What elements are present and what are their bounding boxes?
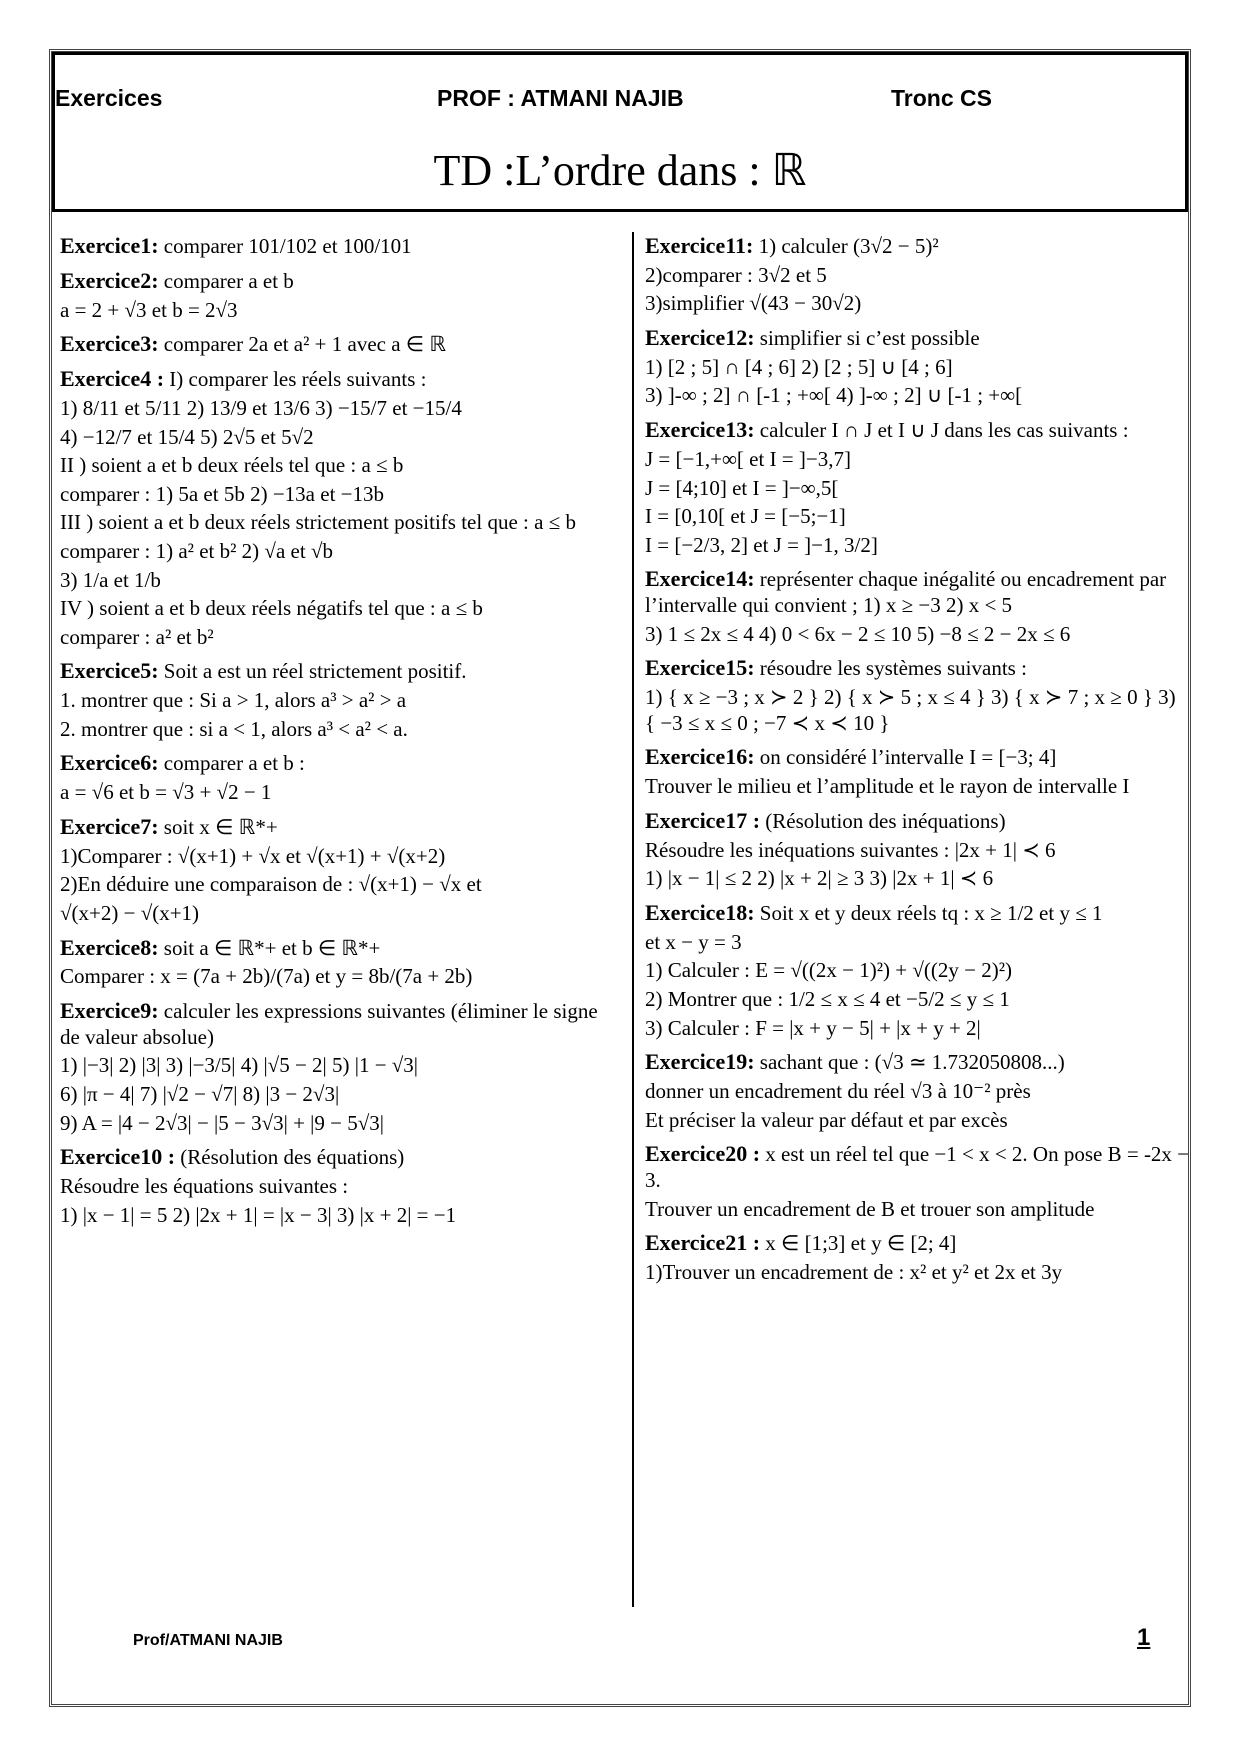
exercise-line: Résoudre les inéquations suivantes : |2x + 1| ≺ 6	[645, 837, 1056, 862]
exercise-line: Comparer : x = (7a + 2b)/(7a) et y = 8b/(7a + 2b)	[60, 964, 473, 989]
exercise-line: 3) 1 ≤ 2x ≤ 4 4) 0 < 6x − 2 ≤ 10 5) −8 ≤ 2 − 2x ≤ 6	[645, 621, 1071, 646]
exercise-block	[645, 744, 1190, 799]
exercise-title: Exercice8:	[60, 934, 159, 960]
footer-author: Prof/ATMANI NAJIB	[133, 1632, 283, 1649]
exercise-line: sachant que : (√3 ≃ 1.732050808...)	[759, 1050, 1065, 1075]
exercise-line: Soit x et y deux réels tq : x ≥ 1/2 et y ≤ 1	[759, 900, 1103, 925]
exercise-line: (Résolution des inéquations)	[765, 808, 1006, 833]
exercise-line: comparer a et b	[163, 268, 294, 293]
exercise-title: Exercice7:	[60, 813, 159, 839]
exercise-title: Exercice13:	[645, 417, 755, 443]
right-column	[645, 230, 1190, 1294]
exercise-line: 1) |−3| 2) |3| 3) |−3/5| 4) |√5 − 2| 5) |1 − √3|	[60, 1053, 419, 1078]
exercise-line: J = [−1,+∞[ et I = ]−3,7]	[645, 446, 851, 471]
exercise-block	[645, 566, 1190, 647]
exercise-title: Exercice15:	[645, 655, 755, 681]
exercise-line: 1) { x ≥ −3 ; x ≻ 2 } 2) { x ≻ 5 ; x ≤ 4 } 3) { x ≻ 7 ; x ≥ 0 } 3) { −3 ≤ x ≤ 0 ; −7 ≺ x ≺ 10 }	[645, 685, 1176, 735]
exercise-line: comparer : a² et b²	[60, 624, 214, 649]
exercise-title: Exercice16:	[645, 744, 755, 770]
exercise-block	[645, 655, 1190, 736]
exercise-line: I) comparer les réels suivants :	[169, 367, 427, 392]
exercise-title: Exercice4 :	[60, 366, 165, 392]
exercise-line: √(x+2) − √(x+1)	[60, 900, 200, 925]
exercise-title: Exercice21 :	[645, 1230, 761, 1256]
exercise-block	[645, 325, 1190, 409]
exercise-line: 1) [2 ; 5] ∩ [4 ; 6] 2) [2 ; 5] ∪ [4 ; 6]	[645, 354, 953, 379]
exercise-line: 3)simplifier √(43 − 30√2)	[645, 291, 862, 316]
exercise-title: Exercice20 :	[645, 1141, 761, 1167]
exercise-line: calculer les expressions suivantes (éliminer le signe de valeur absolue)	[60, 998, 598, 1049]
exercise-line: I = [−2/3, 2] et J = ]−1, 3/2]	[645, 532, 878, 557]
exercise-line: 1) calculer (3√2 − 5)²	[758, 234, 939, 258]
exercise-block	[645, 900, 1190, 1041]
exercise-title: Exercice2:	[60, 267, 159, 293]
exercise-line: 1) Calculer : E = √((2x − 1)²) + √((2y − 2)²)	[645, 958, 1012, 983]
exercise-line: 6) |π − 4| 7) |√2 − √7| 8) |3 − 2√3|	[60, 1082, 340, 1107]
exercise-line: Et préciser la valeur par défaut et par excès	[645, 1107, 1008, 1132]
exercise-line: Résoudre les équations suivantes :	[60, 1174, 349, 1199]
exercise-line: représenter chaque inégalité ou encadrement par l’intervalle qui convient ; 1) x ≥ −3 2) x < 5	[645, 567, 1167, 618]
exercise-line: II ) soient a et b deux réels tel que : a ≤ b	[60, 453, 404, 478]
exercise-line: J = [4;10] et I = ]−∞,5[	[645, 475, 839, 500]
exercise-title: Exercice10 :	[60, 1144, 176, 1170]
exercise-block	[645, 417, 1190, 558]
exercise-line: 3) Calculer : F = |x + y − 5| + |x + y + 2|	[645, 1015, 981, 1040]
exercise-block	[60, 750, 620, 805]
exercise-line: comparer 2a et a² + 1 avec a ∈ ℝ	[163, 332, 446, 357]
exercise-line: 1) |x − 1| = 5 2) |2x + 1| = |x − 3| 3) |x + 2| = −1	[60, 1202, 457, 1227]
exercise-line: 1) 8/11 et 5/11 2) 13/9 et 13/6 3) −15/7 et −15/4	[60, 395, 462, 420]
exercise-line: 1) |x − 1| ≤ 2 2) |x + 2| ≥ 3 3) |2x + 1| ≺ 6	[645, 866, 994, 891]
exercise-line: Soit a est un réel strictement positif.	[163, 659, 467, 684]
exercise-line: III ) soient a et b deux réels strictement positifs tel que : a ≤ b	[60, 510, 576, 535]
exercise-block	[60, 658, 620, 742]
exercise-line: IV ) soient a et b deux réels négatifs tel que : a ≤ b	[60, 596, 483, 621]
header-author: PROF : ATMANI NAJIB	[437, 85, 684, 111]
exercise-block	[60, 998, 620, 1136]
exercise-line: 9) A = |4 − 2√3| − |5 − 3√3| + |9 − 5√3|	[60, 1110, 384, 1135]
exercise-title: Exercice3:	[60, 331, 159, 357]
exercise-block	[645, 233, 1190, 317]
exercise-title: Exercice17 :	[645, 807, 761, 833]
exercise-block	[60, 233, 620, 260]
exercise-title: Exercice14:	[645, 566, 755, 592]
exercise-line: 4) −12/7 et 15/4 5) 2√5 et 5√2	[60, 424, 314, 449]
exercise-line: donner un encadrement du réel √3 à 10⁻² près	[645, 1079, 1031, 1104]
page-title: TD :L’ordre dans : ℝ	[433, 146, 807, 195]
exercise-block	[645, 808, 1190, 892]
header-left-label: Exercices	[55, 85, 163, 111]
exercise-line: Trouver un encadrement de B et trouer son amplitude	[645, 1196, 1095, 1221]
exercise-block	[645, 1049, 1190, 1133]
exercise-line: (Résolution des équations)	[180, 1145, 405, 1170]
exercise-line: simplifier si c’est possible	[759, 326, 980, 351]
exercise-line: 2. montrer que : si a < 1, alors a³ < a² < a.	[60, 716, 408, 741]
exercise-line: a = 2 + √3 et b = 2√3	[60, 297, 238, 322]
exercise-line: 2) Montrer que : 1/2 ≤ x ≤ 4 et −5/2 ≤ y ≤ 1	[645, 986, 1010, 1011]
exercise-block	[60, 1144, 620, 1228]
exercise-block	[60, 366, 620, 650]
exercise-line: comparer : 1) a² et b² 2) √a et √b	[60, 538, 333, 563]
exercise-title: Exercice12:	[645, 325, 755, 351]
exercise-block	[60, 814, 620, 927]
exercise-line: 2)comparer : 3√2 et 5	[645, 262, 827, 287]
exercise-line: on considéré l’intervalle I = [−3; 4]	[759, 745, 1057, 770]
exercise-line: comparer a et b :	[163, 751, 305, 776]
exercise-line: calculer I ∩ J et I ∪ J dans les cas suivants :	[759, 418, 1129, 443]
exercise-line: 1)Comparer : √(x+1) + √x et √(x+1) + √(x+2)	[60, 843, 446, 868]
exercise-title: Exercice9:	[60, 997, 159, 1023]
exercise-line: et x − y = 3	[645, 929, 742, 954]
exercise-title: Exercice1:	[60, 233, 159, 258]
exercise-line: résoudre les systèmes suivants :	[759, 656, 1027, 681]
exercise-line: I = [0,10[ et J = [−5;−1]	[645, 504, 846, 529]
exercise-line: 1. montrer que : Si a > 1, alors a³ > a² > a	[60, 688, 407, 713]
exercise-line: 1)Trouver un encadrement de : x² et y² et 2x et 3y	[645, 1260, 1063, 1285]
exercise-block	[60, 331, 620, 358]
exercise-line: a = √6 et b = √3 + √2 − 1	[60, 780, 272, 805]
exercise-line: soit a ∈ ℝ*+ et b ∈ ℝ*+	[163, 935, 381, 960]
header-class: Tronc CS	[891, 85, 992, 111]
header-box	[52, 52, 1188, 212]
column-divider	[632, 232, 634, 1607]
exercise-title: Exercice19:	[645, 1049, 755, 1075]
exercise-line: Trouver le milieu et l’amplitude et le rayon de intervalle I	[645, 774, 1130, 799]
exercise-line: 3) ]-∞ ; 2] ∩ [-1 ; +∞[ 4) ]-∞ ; 2] ∪ [-1 ; +∞[	[645, 383, 1023, 408]
exercise-line: comparer 101/102 et 100/101	[163, 234, 412, 258]
exercise-title: Exercice18:	[645, 899, 755, 925]
exercise-line: comparer : 1) 5a et 5b 2) −13a et −13b	[60, 481, 384, 506]
exercise-block	[645, 1141, 1190, 1222]
exercise-title: Exercice6:	[60, 750, 159, 776]
exercise-line: soit x ∈ ℝ*+	[163, 814, 278, 839]
exercise-line: 2)En déduire une comparaison de : √(x+1) − √x et	[60, 872, 482, 897]
exercise-line: x est un réel tel que −1 < x < 2. On pose B = -2x − 3.	[645, 1142, 1190, 1193]
exercise-line: 3) 1/a et 1/b	[60, 567, 161, 592]
exercise-line: x ∈ [1;3] et y ∈ [2; 4]	[765, 1231, 957, 1256]
page-number: 1	[1137, 1624, 1151, 1651]
exercise-block	[60, 935, 620, 990]
exercise-block	[60, 268, 620, 323]
exercise-title: Exercice5:	[60, 658, 159, 684]
exercise-title: Exercice11:	[645, 233, 754, 258]
left-column	[60, 230, 620, 1236]
exercise-block	[645, 1230, 1190, 1285]
